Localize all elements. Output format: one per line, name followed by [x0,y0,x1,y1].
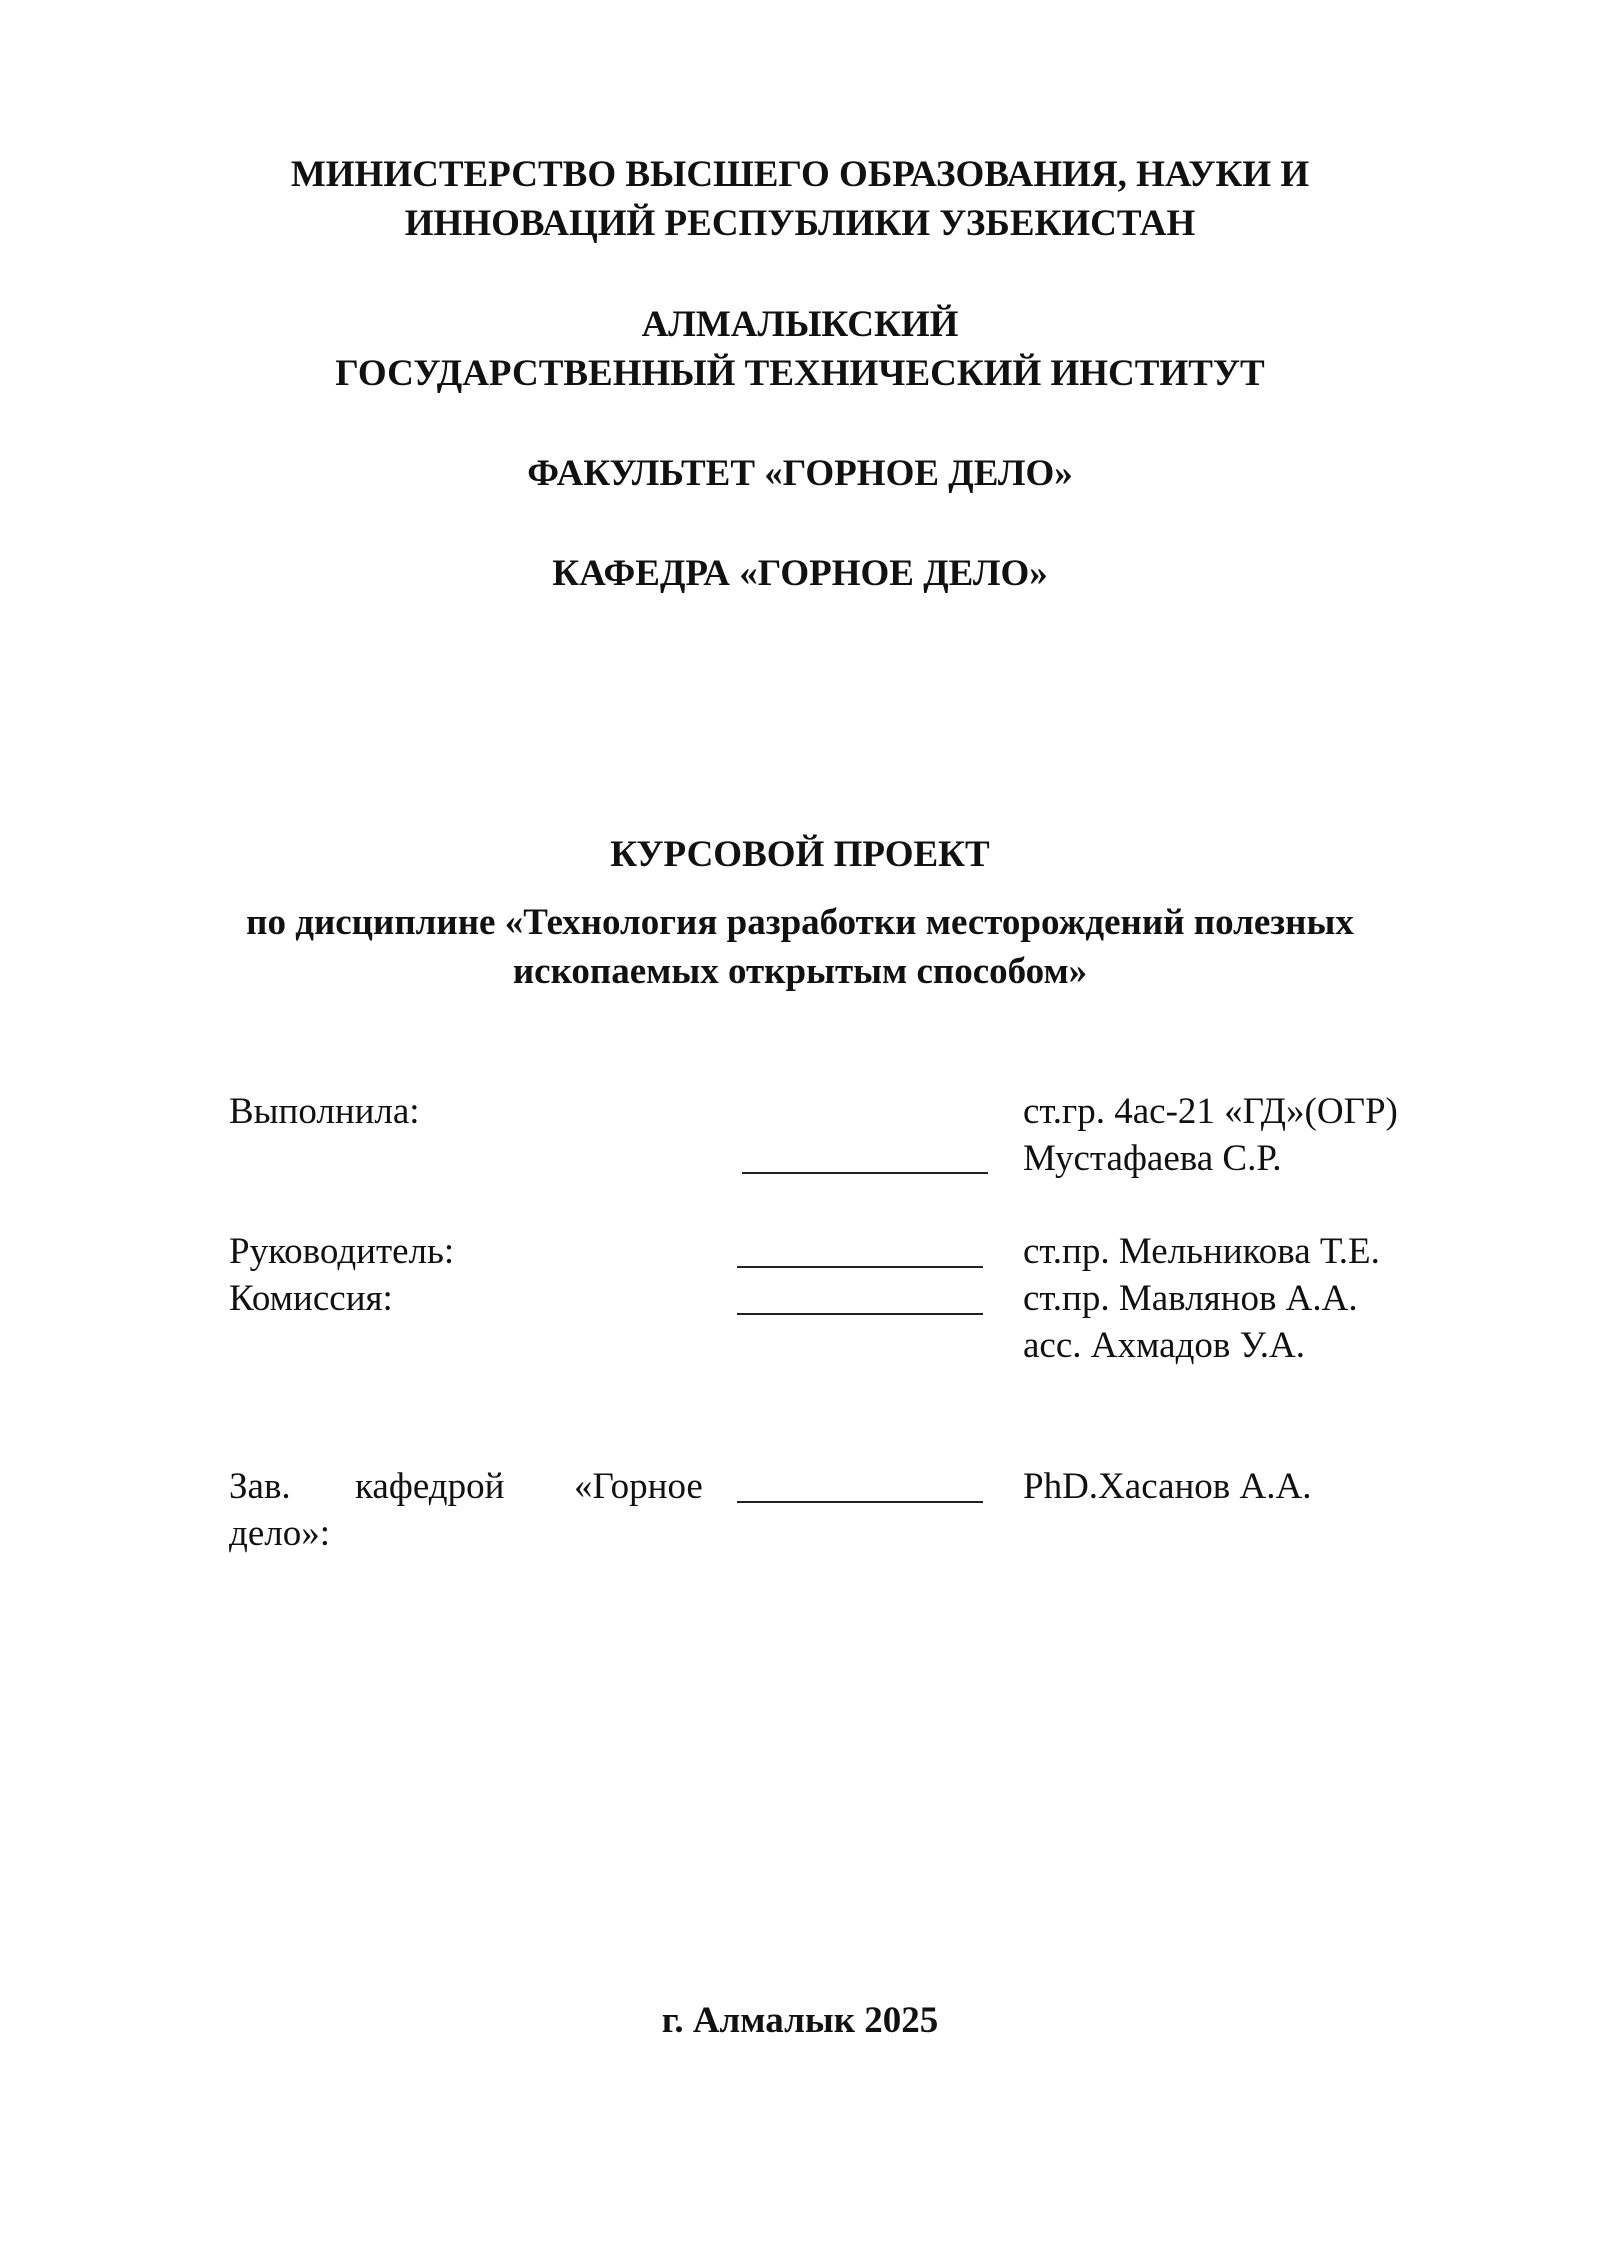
city-year: г. Алмалык 2025 [661,2000,939,2041]
discipline-line-2: ископаемых открытым способом» [512,951,1088,992]
head-label-word-3: «Горное [574,1466,703,1507]
discipline-line-1: по дисциплине «Технология разработки месторождений полезных [246,902,1354,943]
performer-signature-line [742,1172,988,1174]
commission-member-1: ст.пр. Мавлянов А.А. [1023,1278,1358,1319]
head-label-word-1: Зав. [229,1466,291,1507]
commission-signature-line [737,1313,983,1315]
performer-group: ст.гр. 4ас-21 «ГД»(ОГР) [1023,1091,1398,1132]
ministry-line-1: МИНИСТЕРСТВО ВЫСШЕГО ОБРАЗОВАНИЯ, НАУКИ И [290,154,1310,195]
supervisor-name: ст.пр. Мельникова Т.Е. [1023,1231,1380,1272]
head-name: PhD.Хасанов А.А. [1023,1466,1312,1507]
project-title: КУРСОВОЙ ПРОЕКТ [610,834,990,875]
head-signature-line [737,1501,983,1503]
commission-label: Комиссия: [229,1278,393,1319]
head-label-line-2: дело»: [229,1513,330,1554]
institute-line-1: АЛМАЛЫКСКИЙ [641,304,959,345]
supervisor-signature-line [737,1266,983,1268]
supervisor-label: Руководитель: [229,1231,455,1272]
ministry-line-2: ИННОВАЦИЙ РЕСПУБЛИКИ УЗБЕКИСТАН [404,203,1196,244]
performer-name: Мустафаева С.Р. [1023,1138,1282,1179]
project-discipline [0,898,1600,996]
institute-line-2: ГОСУДАРСТВЕННЫЙ ТЕХНИЧЕСКИЙ ИНСТИТУТ [335,353,1265,394]
performer-label: Выполнила: [229,1091,420,1132]
department-heading: КАФЕДРА «ГОРНОЕ ДЕЛО» [552,553,1048,594]
commission-member-2: асс. Ахмадов У.А. [1023,1325,1305,1366]
faculty-heading: ФАКУЛЬТЕТ «ГОРНОЕ ДЕЛО» [527,453,1073,494]
institute-heading [0,300,1600,398]
ministry-heading [0,150,1600,248]
head-label-word-2: кафедрой [355,1466,505,1507]
